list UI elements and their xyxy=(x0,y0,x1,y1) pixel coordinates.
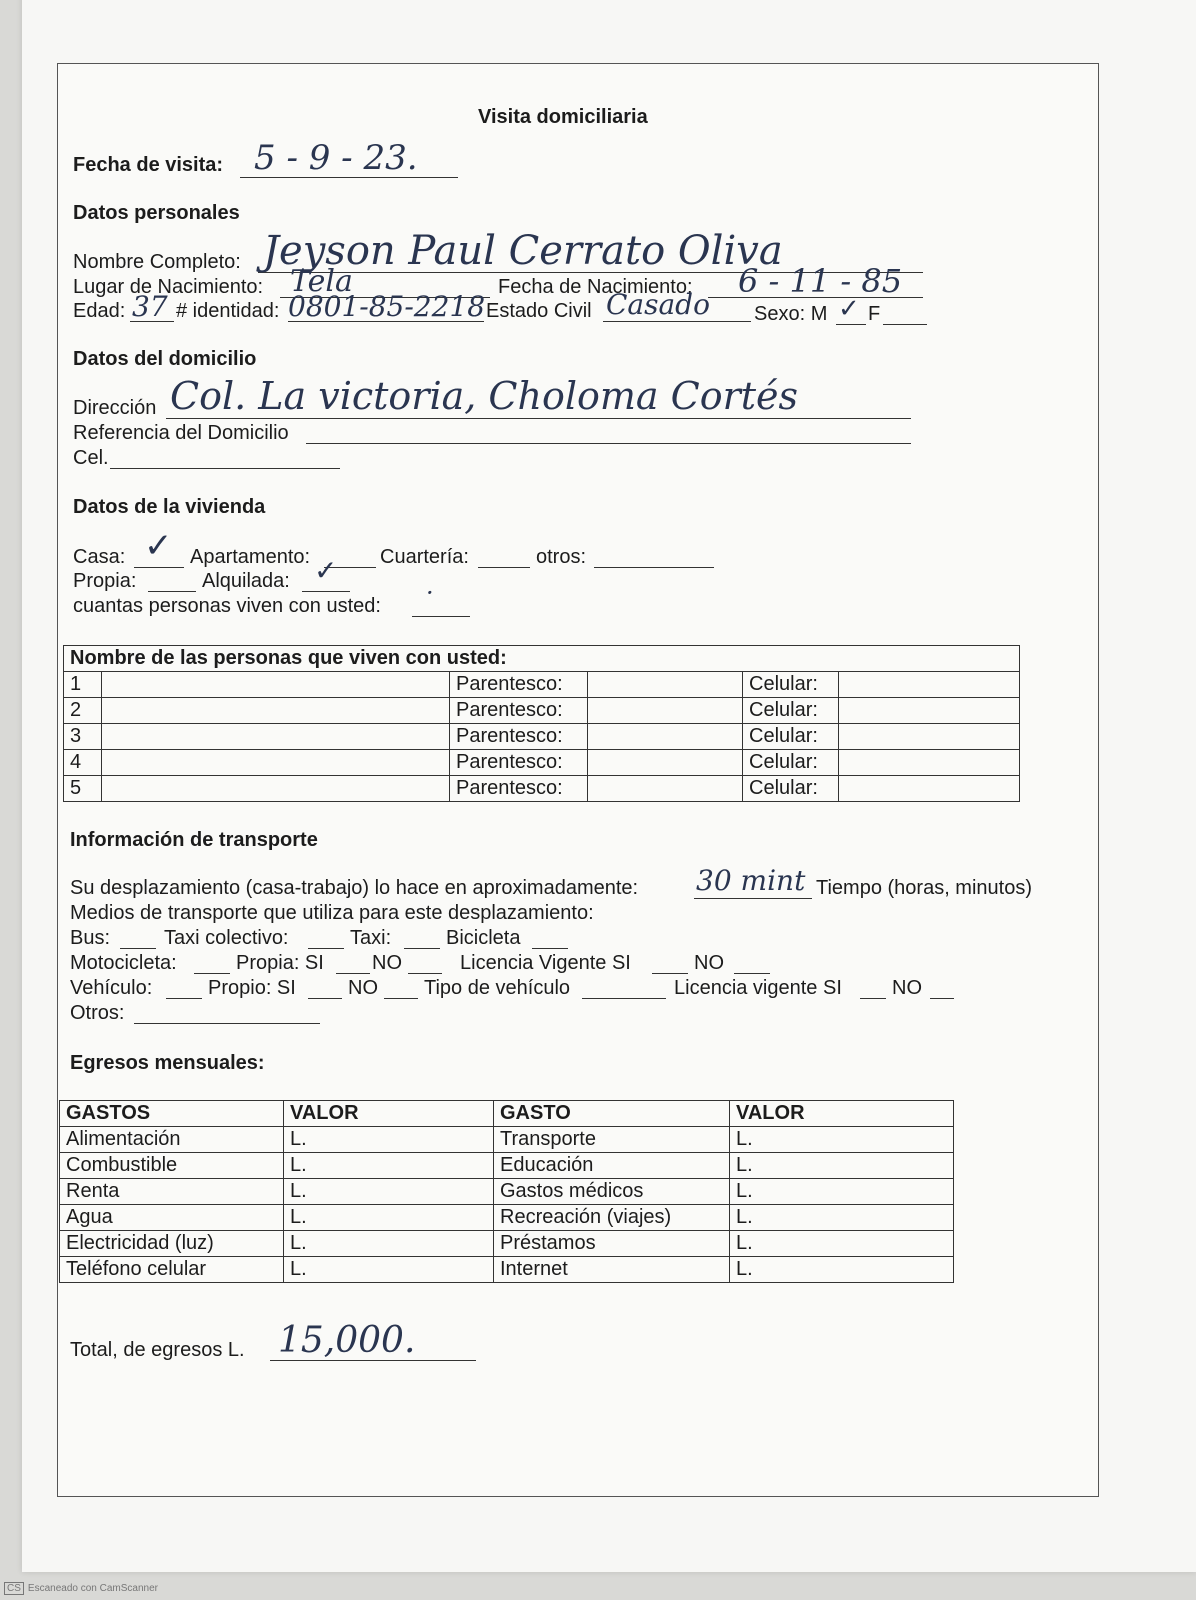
civil-status-label: Estado Civil xyxy=(486,300,592,322)
gasto-header: GASTO xyxy=(494,1101,730,1127)
veh-tipo-label: Tipo de vehículo xyxy=(424,977,571,999)
sex-m-line xyxy=(836,324,866,325)
people-count-label: cuantas personas viven con usted: xyxy=(73,595,381,617)
address-label: Dirección xyxy=(73,397,157,419)
valor-header: VALOR xyxy=(284,1101,494,1127)
scanner-watermark xyxy=(4,1582,158,1595)
reference-line xyxy=(306,443,911,444)
table-row xyxy=(64,750,1020,776)
gastos-header: GASTOS xyxy=(60,1101,284,1127)
age-label: Edad: xyxy=(73,300,126,322)
sex-label: Sexo: M xyxy=(754,303,828,325)
celular-cell[interactable] xyxy=(839,672,1020,698)
parentesco-label: Parentesco: xyxy=(450,672,588,698)
row-number: 1 xyxy=(64,672,102,698)
otros-housing-label: otros: xyxy=(536,546,587,568)
commute-label: Su desplazamiento (casa-trabajo) lo hace en aproximadamente: xyxy=(70,877,639,899)
personal-data-heading: Datos personales xyxy=(73,202,240,224)
expense-value[interactable]: L. xyxy=(284,1257,494,1283)
people-table-header-row xyxy=(64,646,1020,672)
vehiculo-line xyxy=(166,998,202,999)
expense-name: Agua xyxy=(60,1205,284,1231)
address-heading: Datos del domicilio xyxy=(73,348,257,370)
expense-name: Combustible xyxy=(60,1153,284,1179)
parentesco-label: Parentesco: xyxy=(450,750,588,776)
table-row xyxy=(64,724,1020,750)
parentesco-label: Parentesco: xyxy=(450,698,588,724)
taxi-colectivo-line xyxy=(308,948,344,949)
table-row xyxy=(64,776,1020,802)
id-label: # identidad: xyxy=(176,300,280,322)
expense-name: Recreación (viajes) xyxy=(494,1205,730,1231)
cel-line xyxy=(110,468,340,469)
age-value: 37 xyxy=(132,290,168,323)
taxi-label: Taxi: xyxy=(350,927,392,949)
sex-f-label: F xyxy=(868,303,881,325)
row-number: 4 xyxy=(64,750,102,776)
valor-header-right: VALOR xyxy=(730,1101,954,1127)
expense-name: Renta xyxy=(60,1179,284,1205)
visit-date-value: 5 - 9 - 23. xyxy=(254,138,418,178)
cuarteria-label: Cuartería: xyxy=(380,546,469,568)
moto-licencia-si-label: Licencia Vigente SI xyxy=(460,952,631,974)
celular-cell[interactable] xyxy=(839,698,1020,724)
visit-date-label: Fecha de visita: xyxy=(73,154,224,176)
scanner-text: Escaneado con CamScanner xyxy=(27,1583,158,1594)
table-row xyxy=(64,672,1020,698)
moto-propia-no-label: NO xyxy=(372,952,402,974)
taxi-colectivo-label: Taxi colectivo: xyxy=(164,927,289,949)
row-number: 5 xyxy=(64,776,102,802)
expenses-table xyxy=(59,1100,954,1283)
people-table-header: Nombre de las personas que viven con usted: xyxy=(64,646,1020,672)
commute-value: 30 mint xyxy=(696,864,806,897)
address-line xyxy=(166,418,911,419)
home-visit-form xyxy=(57,63,1099,1497)
expense-name: Alimentación xyxy=(60,1127,284,1153)
parentesco-cell[interactable] xyxy=(588,776,743,802)
total-expenses-label: Total, de egresos L. xyxy=(70,1339,245,1361)
form-title: Visita domiciliaria xyxy=(478,106,648,128)
casa-check-icon: ✓ xyxy=(144,526,173,566)
table-row xyxy=(60,1153,954,1179)
table-row xyxy=(60,1127,954,1153)
housing-heading: Datos de la vivienda xyxy=(73,496,266,518)
table-row xyxy=(64,698,1020,724)
celular-cell[interactable] xyxy=(839,776,1020,802)
casa-line xyxy=(134,567,184,568)
parentesco-cell[interactable] xyxy=(588,672,743,698)
casa-label: Casa: xyxy=(73,546,126,568)
commute-line xyxy=(694,898,812,899)
expense-name: Transporte xyxy=(494,1127,730,1153)
parentesco-cell[interactable] xyxy=(588,724,743,750)
person-name-cell[interactable] xyxy=(102,776,450,802)
vehiculo-label: Vehículo: xyxy=(70,977,153,999)
birthdate-label: Fecha de Nacimiento: xyxy=(498,276,693,298)
parentesco-label: Parentesco: xyxy=(450,724,588,750)
cel-label: Cel. xyxy=(73,447,109,469)
veh-licencia-si-label: Licencia vigente SI xyxy=(674,977,842,999)
people-table xyxy=(63,645,1020,802)
moto-licencia-no-line xyxy=(734,973,770,974)
bus-line xyxy=(120,948,156,949)
propia-line xyxy=(148,591,196,592)
people-count-value: · xyxy=(426,579,434,607)
veh-licencia-no-line xyxy=(930,998,954,999)
commute-unit-label: Tiempo (horas, minutos) xyxy=(816,877,1032,899)
moto-licencia-si-line xyxy=(652,973,688,974)
apartamento-label: Apartamento: xyxy=(190,546,311,568)
expense-name: Teléfono celular xyxy=(60,1257,284,1283)
veh-tipo-line xyxy=(582,998,666,999)
bicicleta-line xyxy=(532,948,568,949)
address-value: Col. La victoria, Choloma Cortés xyxy=(170,374,799,418)
celular-label: Celular: xyxy=(743,672,839,698)
veh-propio-no-label: NO xyxy=(348,977,378,999)
bicicleta-label: Bicicleta xyxy=(446,927,521,949)
transport-heading: Información de transporte xyxy=(70,829,318,851)
expense-name: Internet xyxy=(494,1257,730,1283)
otros-transport-label: Otros: xyxy=(70,1002,125,1024)
veh-propio-no-line xyxy=(384,998,418,999)
table-row xyxy=(60,1205,954,1231)
expense-name: Gastos médicos xyxy=(494,1179,730,1205)
moto-propia-no-line xyxy=(408,973,442,974)
birthplace-value: Tela xyxy=(290,264,353,299)
veh-propio-si-label: Propio: SI xyxy=(208,977,296,999)
expense-value[interactable]: L. xyxy=(730,1153,954,1179)
person-name-cell[interactable] xyxy=(102,672,450,698)
celular-cell[interactable] xyxy=(839,750,1020,776)
cuarteria-line xyxy=(478,567,530,568)
motocicleta-line xyxy=(194,973,230,974)
expense-value[interactable]: L. xyxy=(284,1205,494,1231)
birthdate-value: 6 - 11 - 85 xyxy=(738,262,903,300)
id-value: 0801-85-2218 xyxy=(288,290,486,323)
alquilada-check-icon: ✓ xyxy=(314,554,338,587)
total-expenses-value: 15,000. xyxy=(278,1320,416,1361)
expense-name: Electricidad (luz) xyxy=(60,1231,284,1257)
row-number: 2 xyxy=(64,698,102,724)
parentesco-label: Parentesco: xyxy=(450,776,588,802)
motocicleta-label: Motocicleta: xyxy=(70,952,177,974)
expense-value[interactable]: L. xyxy=(730,1205,954,1231)
birthplace-label: Lugar de Nacimiento: xyxy=(73,276,264,298)
parentesco-cell[interactable] xyxy=(588,698,743,724)
table-row xyxy=(60,1231,954,1257)
person-name-cell[interactable] xyxy=(102,750,450,776)
veh-propio-si-line xyxy=(308,998,342,999)
moto-licencia-no-label: NO xyxy=(694,952,724,974)
bus-label: Bus: xyxy=(70,927,111,949)
otros-housing-line xyxy=(594,567,714,568)
expense-value[interactable]: L. xyxy=(284,1231,494,1257)
expense-value[interactable]: L. xyxy=(730,1127,954,1153)
expense-value[interactable]: L. xyxy=(284,1127,494,1153)
taxi-line xyxy=(404,948,440,949)
sex-m-check-icon: ✓ xyxy=(838,294,860,324)
person-name-cell[interactable] xyxy=(102,698,450,724)
veh-licencia-no-label: NO xyxy=(892,977,922,999)
parentesco-cell[interactable] xyxy=(588,750,743,776)
expense-value[interactable]: L. xyxy=(730,1257,954,1283)
expense-value[interactable]: L. xyxy=(284,1153,494,1179)
expenses-heading: Egresos mensuales: xyxy=(70,1052,265,1074)
expense-value[interactable]: L. xyxy=(730,1179,954,1205)
sex-f-line xyxy=(883,324,927,325)
full-name-label: Nombre Completo: xyxy=(73,251,241,273)
expenses-header-row xyxy=(60,1101,954,1127)
expense-value[interactable]: L. xyxy=(284,1179,494,1205)
expense-value[interactable]: L. xyxy=(730,1231,954,1257)
civil-status-line xyxy=(603,321,751,322)
reference-label: Referencia del Domicilio xyxy=(73,422,289,444)
scanner-badge-icon: CS xyxy=(4,1582,24,1595)
propia-label: Propia: xyxy=(73,570,137,592)
veh-licencia-si-line xyxy=(860,998,886,999)
table-row xyxy=(60,1257,954,1283)
table-row xyxy=(60,1179,954,1205)
person-name-cell[interactable] xyxy=(102,724,450,750)
otros-transport-line xyxy=(134,1023,320,1024)
alquilada-label: Alquilada: xyxy=(202,570,290,592)
celular-label: Celular: xyxy=(743,698,839,724)
expense-name: Préstamos xyxy=(494,1231,730,1257)
expense-name: Educación xyxy=(494,1153,730,1179)
civil-status-value: Casado xyxy=(606,288,710,321)
celular-label: Celular: xyxy=(743,724,839,750)
moto-propia-si-label: Propia: SI xyxy=(236,952,324,974)
celular-label: Celular: xyxy=(743,776,839,802)
transport-means-label: Medios de transporte que utiliza para este desplazamiento: xyxy=(70,902,594,924)
alquilada-line xyxy=(302,591,350,592)
full-name-value: Jeyson Paul Cerrato Oliva xyxy=(263,228,783,274)
row-number: 3 xyxy=(64,724,102,750)
moto-propia-si-line xyxy=(336,973,370,974)
celular-cell[interactable] xyxy=(839,724,1020,750)
people-count-line xyxy=(412,616,470,617)
celular-label: Celular: xyxy=(743,750,839,776)
